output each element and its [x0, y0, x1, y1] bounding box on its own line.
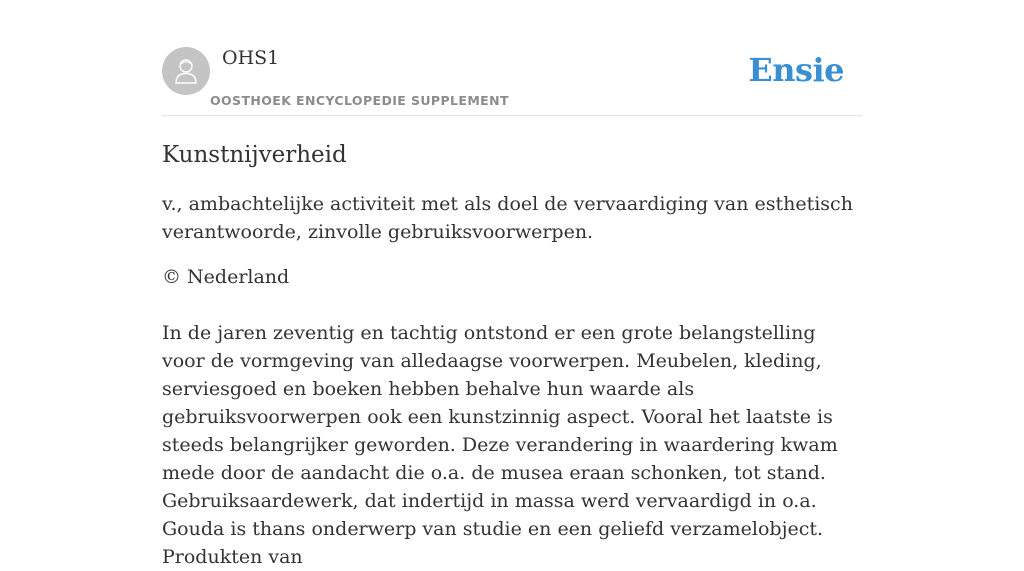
source-name[interactable]: OOSTHOEK ENCYCLOPEDIE SUPPLEMENT [210, 93, 509, 108]
article-region: © Nederland [162, 266, 290, 288]
article-definition: v., ambachtelijke activiteit met als doel de vervaardiging van esthetisch verantwoorde, zinvolle gebruiksvoorwerpen. [162, 193, 853, 243]
article-content [162, 140, 862, 571]
article-body: In de jaren zeventig en tachtig ontstond er een grote belangstelling voor de vormgeving van alledaagse voorwerpen. Meubelen, kleding, serviesgoed en boeken hebben behalve hun waarde als gebruiksvoorwerpen ook een kunstzinnig aspect. Vooral het laatste is steeds belangrijker geworden. Deze verandering in waardering kwam mede door de aandacht die o.a. de musea eraan schonken, tot stand. Gebruiksaardewerk, dat indertijd in massa werd vervaardigd in o.a. Gouda is thans onderwerp van studie en een geliefd verzamelobject. Produkten van [162, 322, 838, 568]
author-avatar[interactable] [162, 47, 210, 95]
brand-logo[interactable]: Ensie [748, 51, 844, 89]
user-avatar-icon [170, 55, 202, 87]
article-title: Kunstnijverheid [162, 142, 347, 168]
header [162, 0, 862, 116]
author-name[interactable]: OHS1 [222, 47, 280, 69]
